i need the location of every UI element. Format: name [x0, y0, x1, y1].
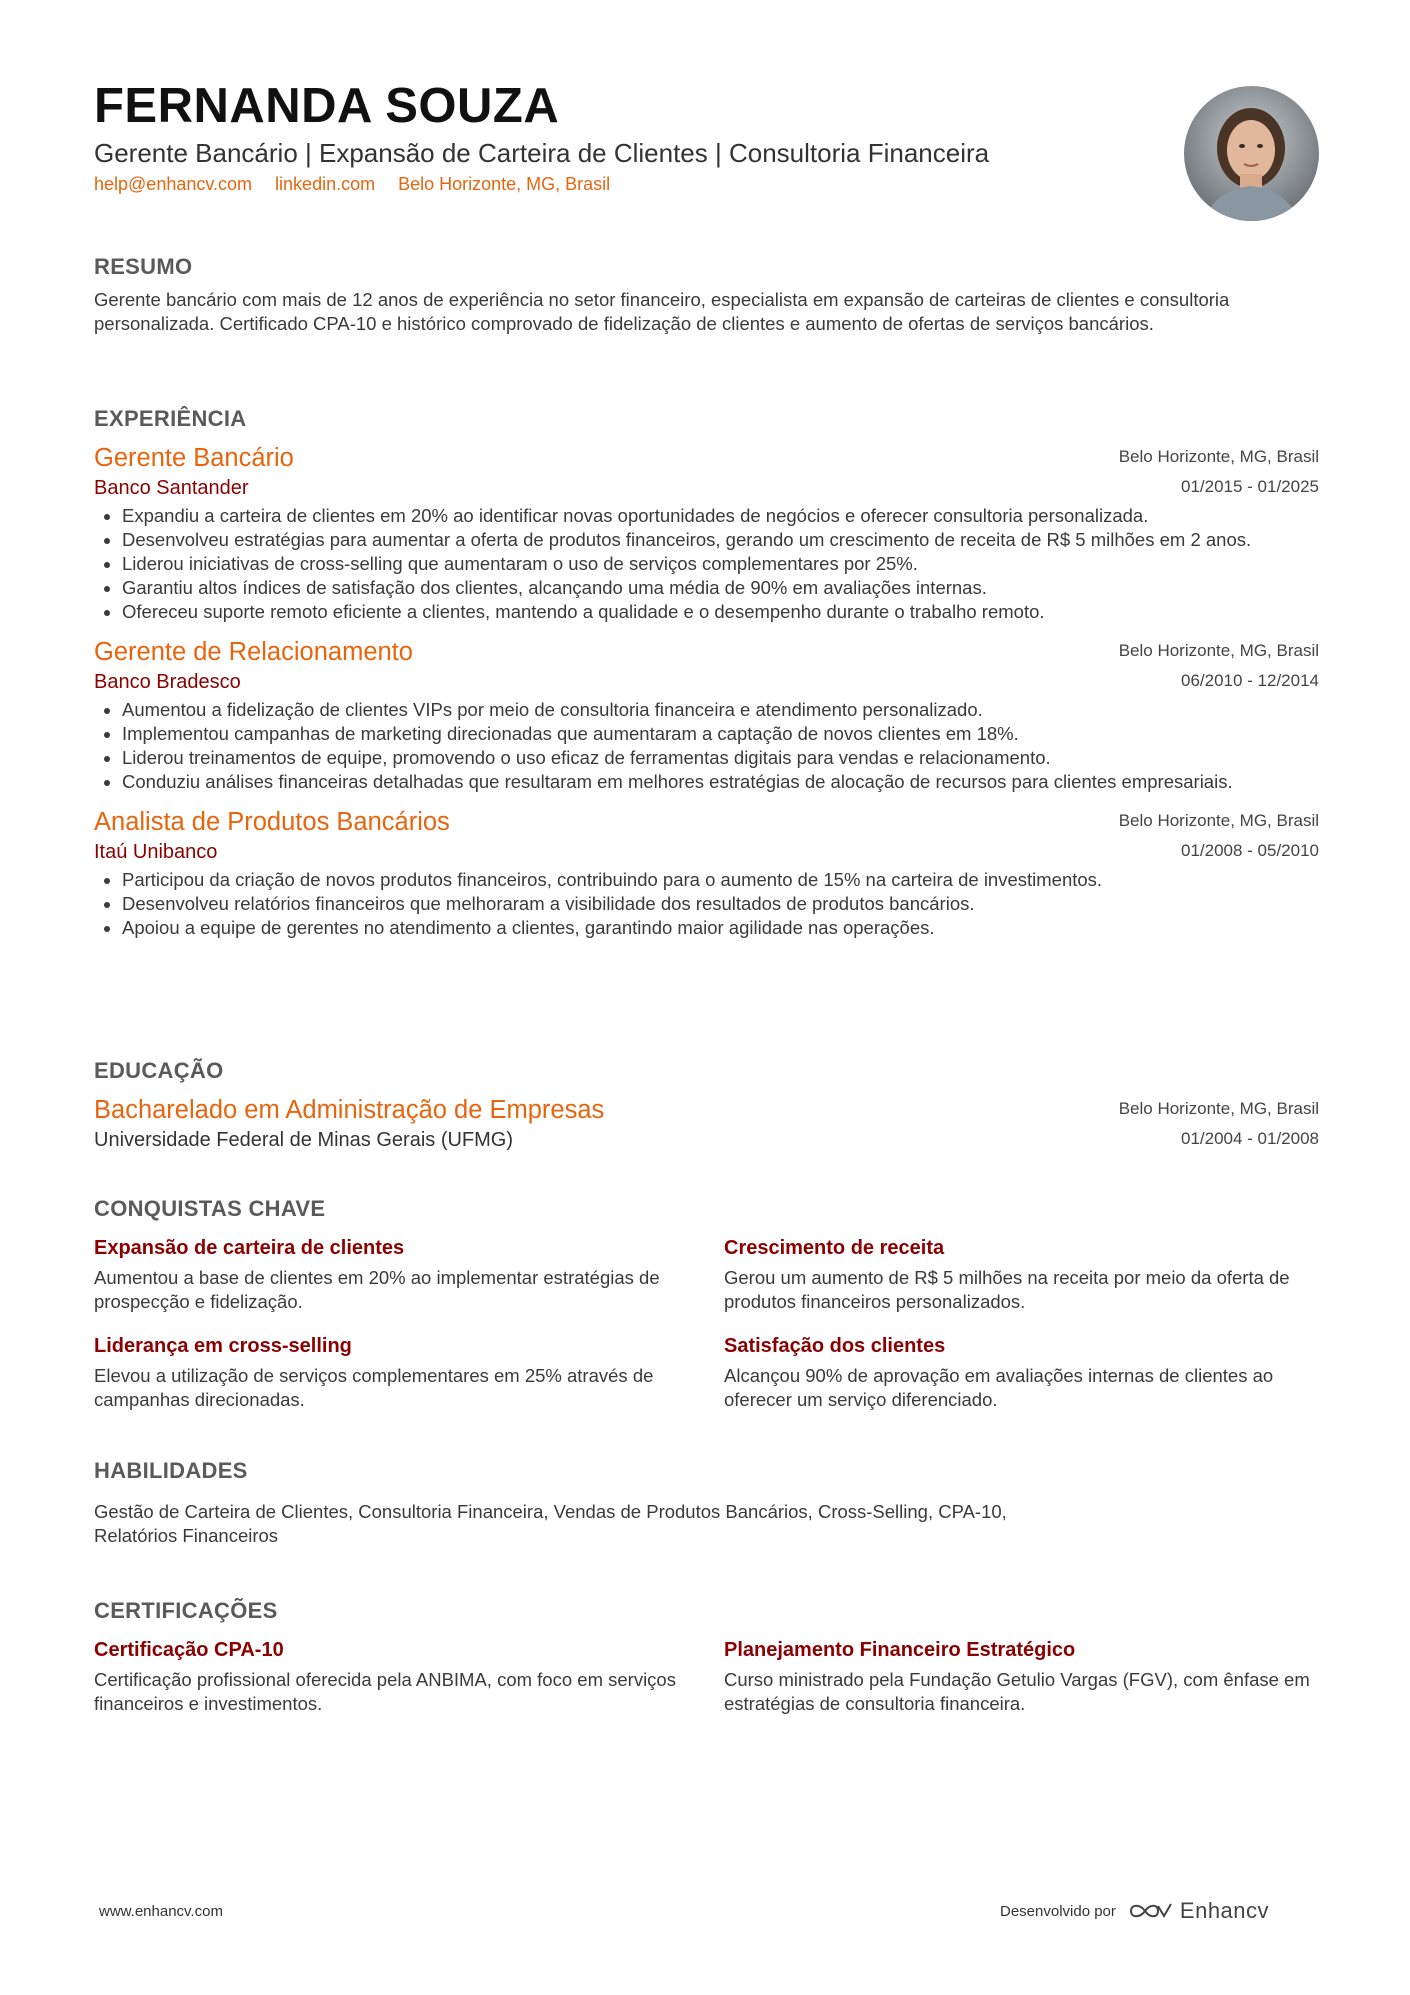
- powered-by-text: Desenvolvido por: [1000, 1902, 1116, 1920]
- resume-header: [94, 0, 1319, 230]
- company-name: Banco Bradesco: [94, 671, 241, 693]
- bullet-item: • Apoiou a equipe de gerentes no atendimento a clientes, garantindo maior agilidade nas operações.: [122, 916, 1319, 940]
- job-bullets: [94, 504, 1319, 624]
- achievement-card: [94, 1234, 694, 1314]
- job-title: Gerente Bancário: [94, 444, 294, 472]
- achievement-title: Crescimento de receita: [724, 1237, 945, 1259]
- achievement-card: [724, 1332, 1324, 1412]
- achievement-title: Satisfação dos clientes: [724, 1335, 946, 1357]
- achievement-desc: Aumentou a base de clientes em 20% ao implementar estratégias de prospecção e fidelização.: [94, 1267, 660, 1312]
- achievements-grid: [94, 1234, 1319, 1412]
- experience-entry: [94, 442, 1319, 624]
- experience-title: EXPERIÊNCIA: [94, 406, 247, 431]
- achievements-title: CONQUISTAS CHAVE: [94, 1196, 326, 1221]
- job-location: Belo Horizonte, MG, Brasil: [1118, 641, 1319, 660]
- candidate-name: FERNANDA SOUZA: [94, 79, 560, 133]
- job-dates: 01/2015 - 01/2025: [1180, 477, 1319, 496]
- experience-section: [94, 406, 1319, 940]
- job-meta: [1119, 636, 1319, 696]
- certification-desc: Certificação profissional oferecida pela ANBIMA, com foco em serviços financeiros e investimentos.: [94, 1669, 676, 1714]
- bullet-item: • Ofereceu suporte remoto eficiente a clientes, mantendo a qualidade e o desempenho durante o trabalho remoto.: [122, 600, 1319, 624]
- job-location: Belo Horizonte, MG, Brasil: [1118, 811, 1319, 830]
- job-title: Analista de Produtos Bancários: [94, 808, 450, 836]
- experience-entry: [94, 636, 1319, 794]
- education-section: [94, 1058, 1319, 1154]
- achievement-title: Expansão de carteira de clientes: [94, 1237, 405, 1259]
- achievement-card: [724, 1234, 1324, 1314]
- profile-photo-icon: [1184, 86, 1319, 221]
- achievement-desc: Elevou a utilização de serviços complementares em 25% através de campanhas direcionadas.: [94, 1365, 654, 1410]
- job-dates: 06/2010 - 12/2014: [1180, 671, 1319, 690]
- achievement-desc: Alcançou 90% de aprovação em avaliações internas de clientes ao oferecer um serviço diferenciado.: [724, 1365, 1274, 1410]
- enhancv-logo-icon: [1128, 1900, 1174, 1922]
- bullet-item: • Liderou iniciativas de cross-selling que aumentaram o uso de serviços complementares por 25%.: [122, 552, 1319, 576]
- job-bullets: [94, 698, 1319, 794]
- education-meta: [1119, 1094, 1319, 1154]
- profile-photo: [1184, 86, 1319, 221]
- job-meta: [1119, 442, 1319, 502]
- experience-entry: [94, 806, 1319, 940]
- bullet-item: • Implementou campanhas de marketing direcionadas que aumentaram a captação de novos clientes em 18%.: [122, 722, 1319, 746]
- certification-title: Planejamento Financeiro Estratégico: [724, 1639, 1076, 1661]
- bullet-item: • Conduziu análises financeiras detalhadas que resultaram em melhores estratégias de alocação de recursos para clientes empresariais.: [122, 770, 1319, 794]
- bullet-item: • Expandiu a carteira de clientes em 20% ao identificar novas oportunidades de negócios e oferecer consultoria personalizada.: [122, 504, 1319, 528]
- bullet-item: • Participou da criação de novos produtos financeiros, contribuindo para o aumento de 15% na carteira de investimentos.: [122, 868, 1319, 892]
- bullet-item: • Desenvolveu relatórios financeiros que melhoraram a visibilidade dos resultados de produtos bancários.: [122, 892, 1319, 916]
- footer-branding: [1000, 1898, 1269, 1924]
- degree-title: Bacharelado em Administração de Empresas: [94, 1096, 605, 1124]
- headline: Gerente Bancário | Expansão de Carteira de Clientes | Consultoria Financeira: [94, 138, 990, 168]
- achievement-desc: Gerou um aumento de R$ 5 milhões na receita por meio da oferta de produtos financeiros personalizados.: [724, 1267, 1290, 1312]
- certifications-title: CERTIFICAÇÕES: [94, 1598, 278, 1623]
- summary-text: Gerente bancário com mais de 12 anos de experiência no setor financeiro, especialista em expansão de carteiras de clientes e consultoria personalizada. Certificado CPA-10 e histórico comprovado de fidelização de clientes e aumento de ofertas de serviços bancários.: [94, 289, 1230, 334]
- certification-desc: Curso ministrado pela Fundação Getulio Vargas (FGV), com ênfase em estratégias de consultoria financeira.: [724, 1669, 1310, 1714]
- education-location: Belo Horizonte, MG, Brasil: [1118, 1099, 1319, 1118]
- brand-name: Enhancv: [1179, 1898, 1270, 1923]
- bullet-item: • Liderou treinamentos de equipe, promovendo o uso eficaz de ferramentas digitais para vendas e relacionamento.: [122, 746, 1319, 770]
- company-name: Itaú Unibanco: [94, 841, 218, 863]
- job-meta: [1119, 806, 1319, 866]
- skills-text: Gestão de Carteira de Clientes, Consultoria Financeira, Vendas de Produtos Bancários, Cross-Selling, CPA-10, Relatórios Financeiros: [94, 1501, 1007, 1546]
- footer-website[interactable]: www.enhancv.com: [99, 1903, 223, 1920]
- education-title: EDUCAÇÃO: [94, 1058, 224, 1083]
- job-bullets: [94, 868, 1319, 940]
- bullet-item: • Desenvolveu estratégias para aumentar a oferta de produtos financeiros, gerando um crescimento de receita de R$ 5 milhões em 2 anos.: [122, 528, 1319, 552]
- education-dates: 01/2004 - 01/2008: [1180, 1129, 1319, 1148]
- bullet-item: • Aumentou a fidelização de clientes VIPs por meio de consultoria financeira e atendimento personalizado.: [122, 698, 1319, 722]
- contact-info: [94, 174, 628, 195]
- job-title: Gerente de Relacionamento: [94, 638, 413, 666]
- skills-section: [94, 1458, 1319, 1548]
- achievement-title: Liderança em cross-selling: [94, 1335, 352, 1357]
- linkedin-link[interactable]: linkedin.com: [275, 174, 376, 194]
- summary-section: [94, 254, 1319, 336]
- certifications-section: [94, 1598, 1319, 1716]
- certifications-grid: [94, 1636, 1319, 1716]
- email-link[interactable]: help@enhancv.com: [94, 174, 253, 194]
- education-entry: [94, 1094, 1319, 1154]
- summary-title: RESUMO: [94, 254, 193, 279]
- certification-card: [94, 1636, 694, 1716]
- achievement-card: [94, 1332, 694, 1412]
- bullet-item: • Garantiu altos índices de satisfação dos clientes, alcançando uma média de 90% em avaliações internas.: [122, 576, 1319, 600]
- school-name: Universidade Federal de Minas Gerais (UFMG): [94, 1129, 514, 1151]
- job-dates: 01/2008 - 05/2010: [1180, 841, 1319, 860]
- certification-card: [724, 1636, 1324, 1716]
- company-name: Banco Santander: [94, 477, 249, 499]
- achievements-section: [94, 1196, 1319, 1412]
- resume-page: [94, 0, 1319, 1714]
- location-text: Belo Horizonte, MG, Brasil: [398, 174, 611, 194]
- certification-title: Certificação CPA-10: [94, 1639, 284, 1661]
- skills-title: HABILIDADES: [94, 1458, 248, 1483]
- job-location: Belo Horizonte, MG, Brasil: [1118, 447, 1319, 466]
